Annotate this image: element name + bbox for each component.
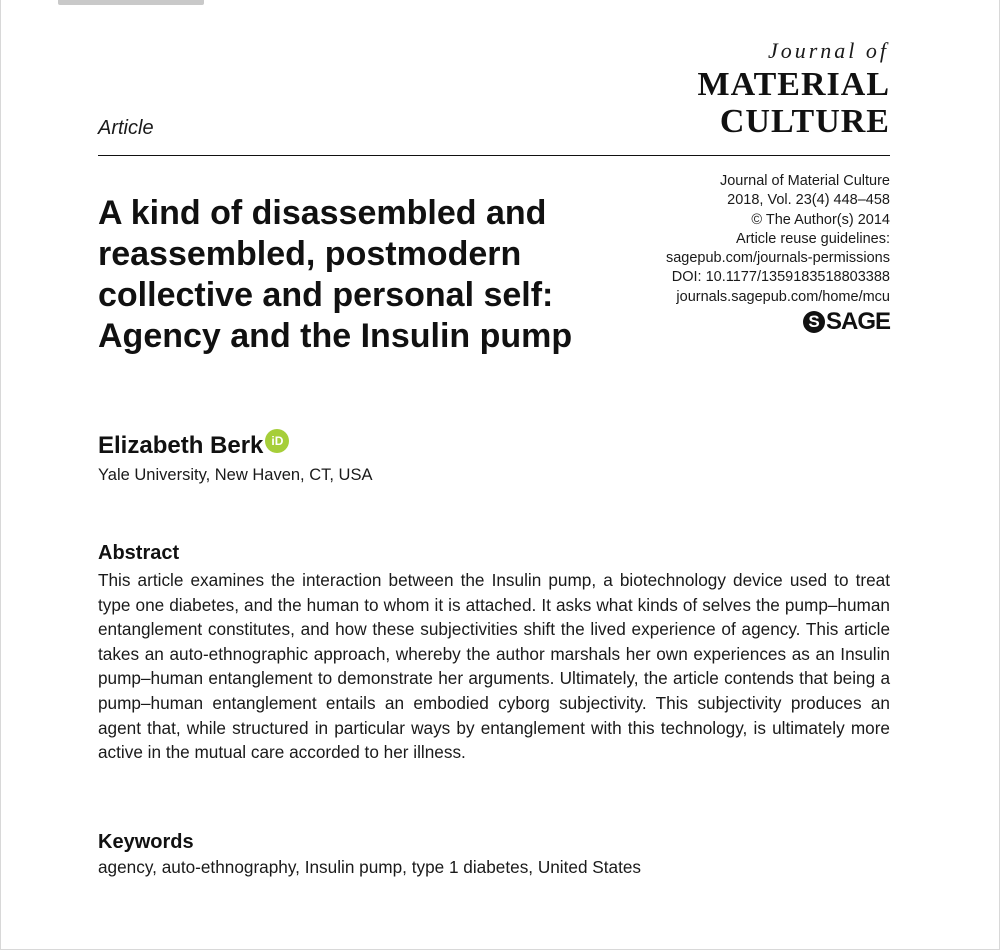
meta-journal-name: Journal of Material Culture	[719, 173, 890, 189]
sage-mark-icon: S	[803, 311, 825, 333]
header-divider	[98, 155, 890, 156]
abstract-heading: Abstract	[98, 542, 180, 564]
journal-name-line1: MATERIAL	[697, 66, 890, 103]
sage-wordmark: SAGE	[825, 308, 890, 335]
keywords-heading: Keywords	[98, 831, 194, 853]
author-line	[98, 432, 289, 460]
publication-metadata	[666, 172, 890, 307]
article-title: A kind of disassembled and reassembled, postmodern collective and personal self: Agency and the Insulin pump	[98, 194, 573, 355]
meta-journal-link[interactable]: journals.sagepub.com/home/mcu	[676, 288, 890, 305]
meta-permissions-link[interactable]: sagepub.com/journals-permissions	[665, 250, 890, 267]
orcid-icon[interactable]: iD	[265, 429, 289, 453]
journal-name-small: Journal of	[767, 38, 889, 63]
author-name: Elizabeth Berk	[98, 432, 264, 459]
journal-name-line2: CULTURE	[719, 103, 890, 140]
meta-volume: 2018, Vol. 23(4) 448–458	[727, 192, 890, 209]
article-type-label: Article	[98, 117, 154, 139]
keywords-text: agency, auto-ethnography, Insulin pump, type 1 diabetes, United States	[98, 857, 642, 877]
sage-logo	[803, 309, 890, 335]
journal-name-logo	[698, 66, 891, 140]
author-affiliation: Yale University, New Haven, CT, USA	[98, 466, 373, 484]
scroll-indicator[interactable]	[58, 0, 204, 5]
meta-copyright: © The Author(s) 2014	[751, 211, 890, 228]
abstract-text: This article examines the interaction between the Insulin pump, a biotechnology device used to treat type one diabetes, and the human to whom it is attached. It asks what kinds of selves the pump–human entanglement constitutes, and how these subjectivities shift the lived experience of agency. This article takes an auto-ethnographic approach, whereby the author marshals her own experiences as an Insulin pump–human entanglement to demonstrate her arguments. Ultimately, the article contends that being a pump–human entanglement entails an embodied cyborg subjectivity. This subjectivity produces an agent that, while structured in particular ways by entanglement with this technology, is ultimately more active in the mutual care accorded to her illness.	[98, 570, 890, 763]
meta-reuse-label: Article reuse guidelines:	[736, 230, 890, 247]
meta-doi[interactable]: DOI: 10.1177/1359183518803388	[671, 269, 890, 286]
